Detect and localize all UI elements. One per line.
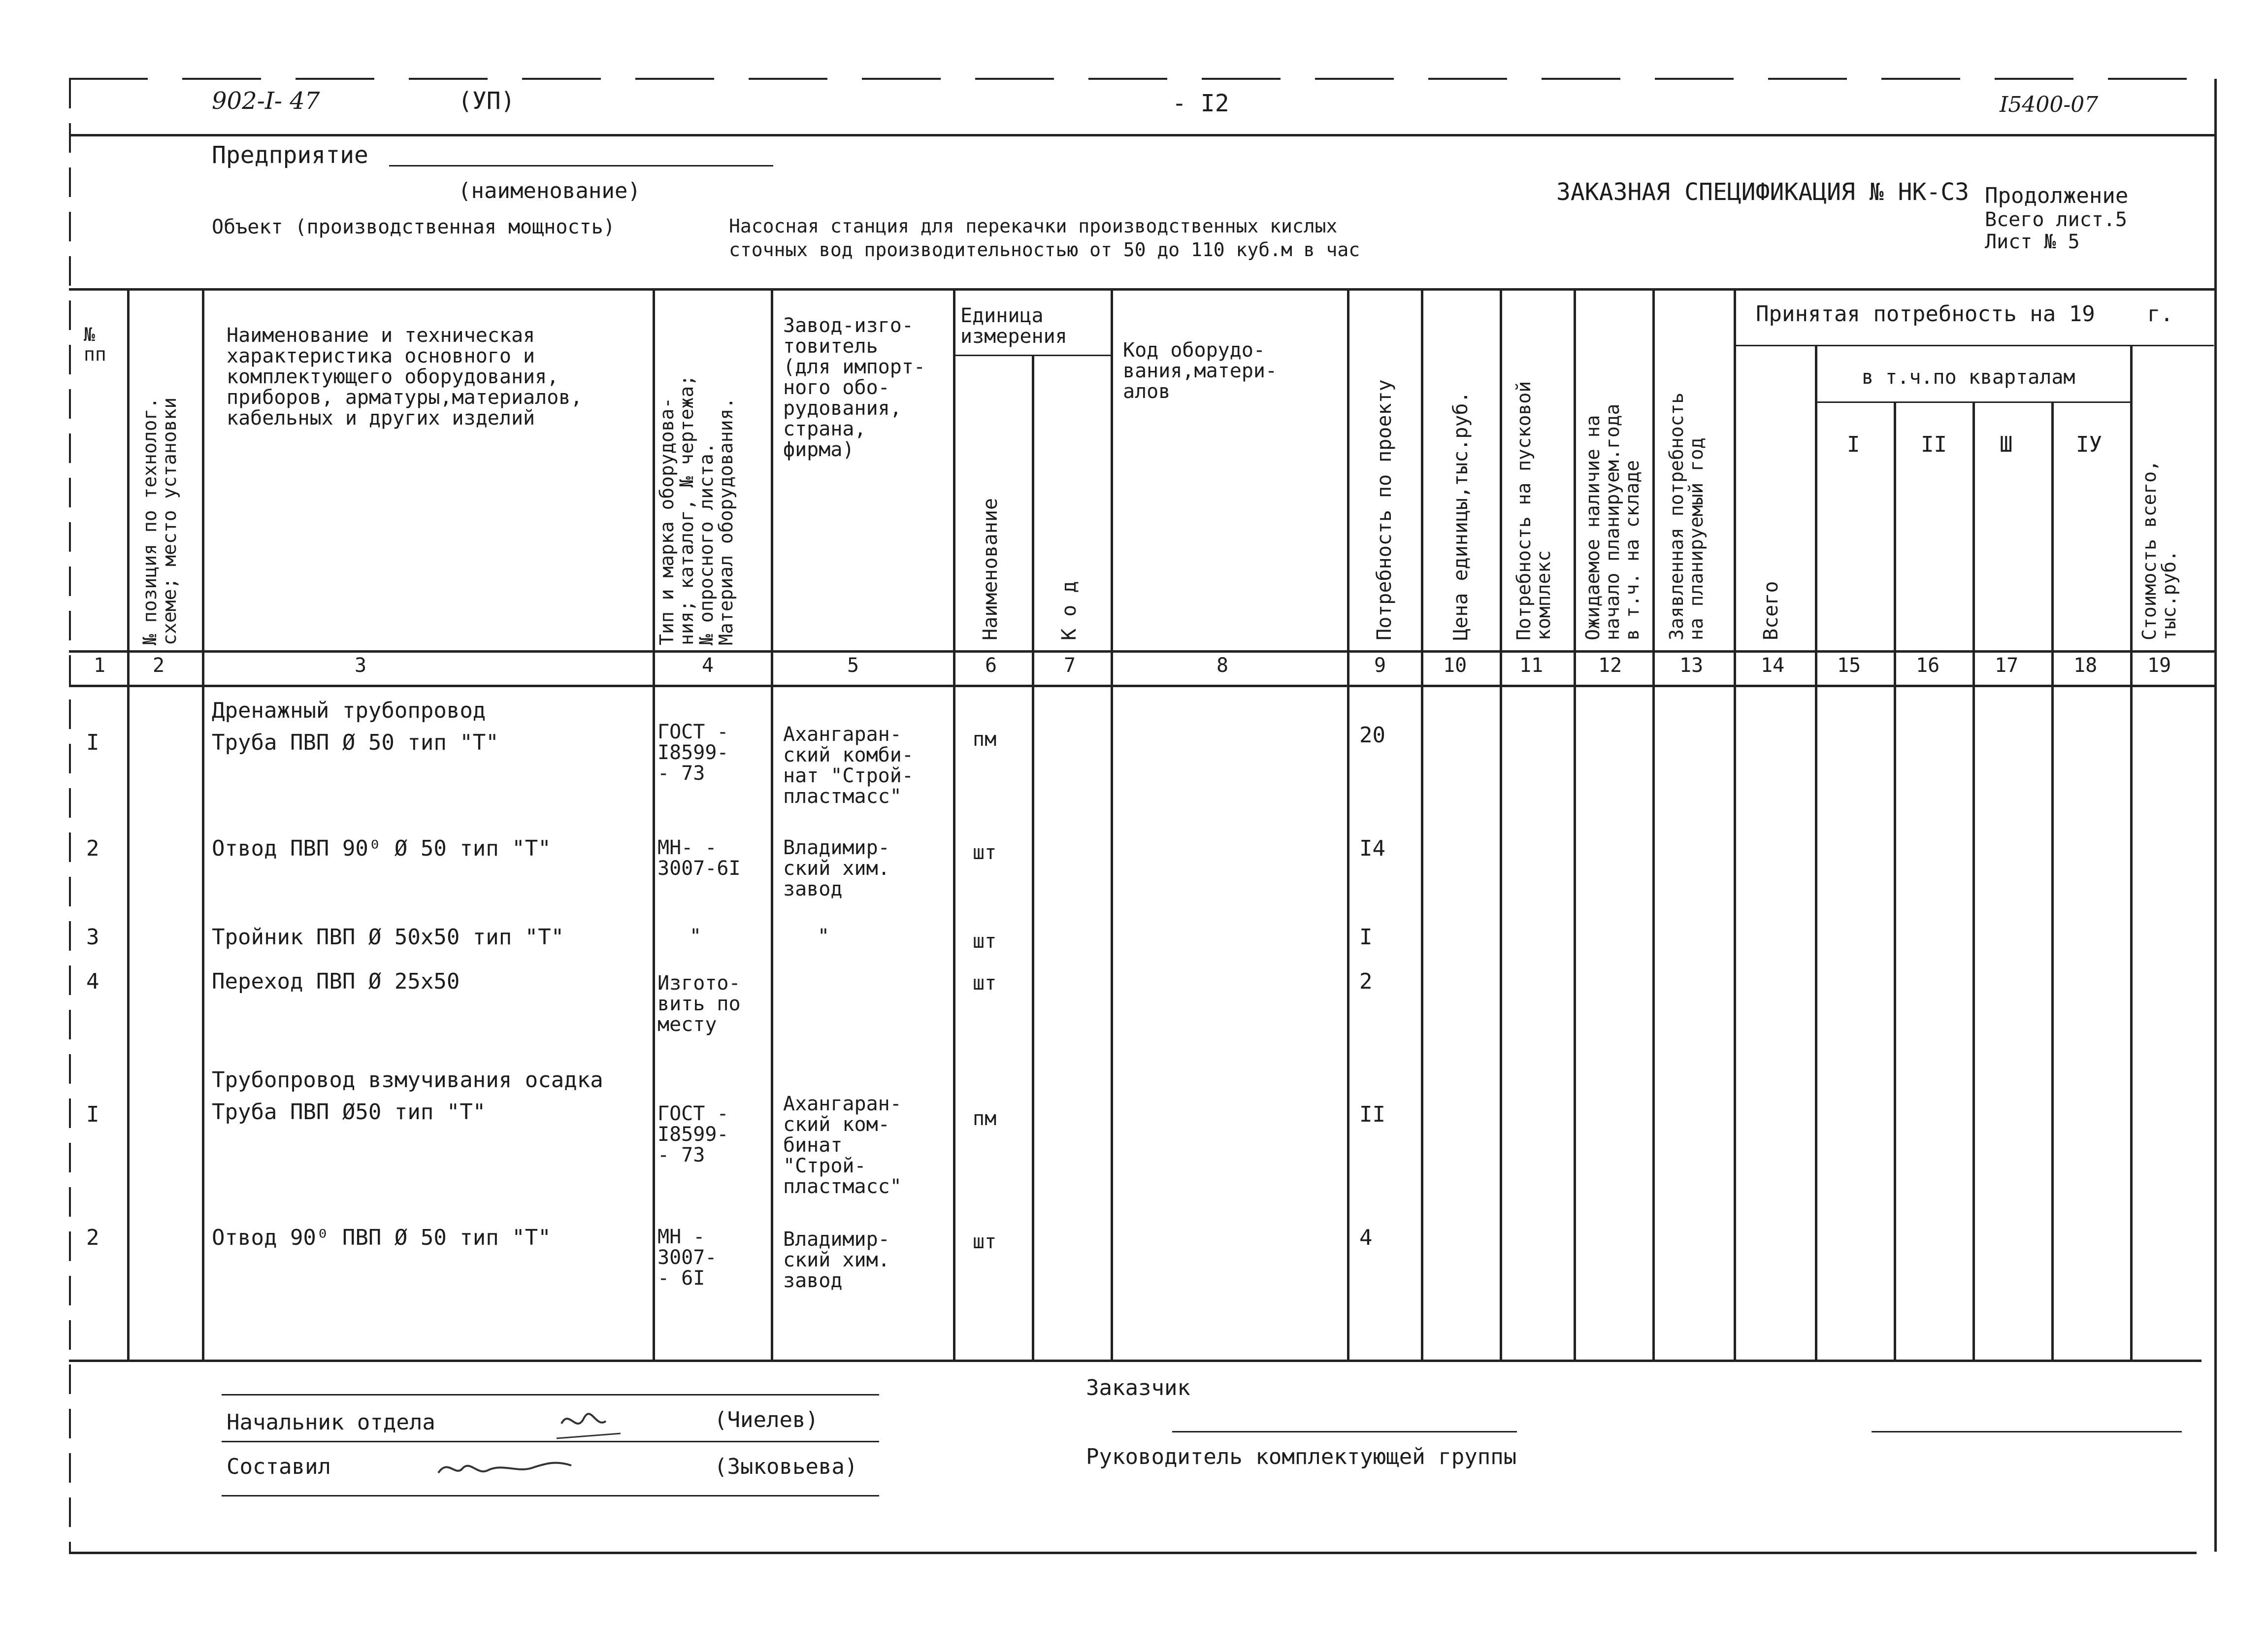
col-line-16 [1972,401,1975,1360]
col-number-8: 8 [1216,654,1229,677]
col-line-13 [1734,288,1736,1360]
compiled-signature [433,1451,581,1485]
col-line-9 [1421,288,1423,1360]
enterprise-underline [389,165,773,166]
col-header-12: Ожидаемое наличие на начало планируем.года в т.ч. на складе [1582,403,1643,640]
customer-underline-1 [1172,1431,1517,1432]
col-number-11: 11 [1519,654,1544,677]
row-6-type: ГОСТ - I8599- - 73 [657,1102,729,1166]
col-number-7: 7 [1064,654,1076,677]
customer-label: Заказчик [1086,1375,1190,1400]
quarter-3: Ш [2000,432,2013,457]
row-2-type: МН- - 3007-6I [657,836,741,880]
col-header-3: Наименование и техническая характеристика основного и комплектующего оборудования, приборов, арматуры,материалов, кабельных и других изделий [227,324,583,430]
row-1-name: Труба ПВП Ø 50 тип "Т" [212,730,499,755]
col-header-13: Заявленная потребность на планируемый год [1666,392,1707,640]
row-2-name: Отвод ПВП 90⁰ Ø 50 тип "Т" [212,836,551,861]
row-2-maker: Владимир- ский хим. завод [783,836,890,900]
col-number-1: 1 [94,654,106,677]
row-7-maker: Владимир- ский хим. завод [783,1228,890,1292]
col-number-13: 13 [1679,654,1704,677]
quarters-group-header: в т.ч.по кварталам [1862,366,2075,389]
col-line-1 [127,288,130,1360]
row-3-maker: " [818,925,830,948]
sheet-number: Лист № 5 [1985,231,2080,253]
left-border [69,79,71,1552]
unit-group-header: Единица измерения [960,304,1067,348]
col-header-1: № пп [84,324,106,365]
col-line-5 [953,288,955,1360]
compiled-underline [222,1495,879,1496]
section-heading-drainage: Дренажный трубопровод [212,698,486,723]
group-head-label: Руководитель комплектующей группы [1086,1444,1517,1469]
col-header-14: Всего [1760,581,1782,640]
object-line-1: Насосная станция для перекачки производственных кислых [729,215,1338,237]
row-4-type: Изгото- вить по месту [657,972,741,1036]
col-number-14: 14 [1761,654,1785,677]
col-number-2: 2 [153,654,165,677]
row-2-qty: I4 [1359,836,1385,861]
row-6-name: Труба ПВП Ø50 тип "Т" [212,1099,486,1125]
row-3-no: 3 [86,925,99,950]
compiled-by-name: (Зыковьева) [714,1454,858,1479]
row-7-no: 2 [86,1225,99,1250]
col-number-19: 19 [2147,654,2171,677]
col-header-8: Код оборудо- вания,матери- алов [1123,339,1278,403]
quarter-1: I [1847,432,1860,457]
col-line-18 [2130,345,2133,1360]
row-3-type: " [690,925,702,948]
object-line-2: сточных вод производительностью от 50 до 110 куб.м в час [729,239,1360,261]
col-number-9: 9 [1374,654,1386,677]
col-header-19: Стоимость всего, тыс.руб. [2138,460,2180,640]
continuation-label: Продолжение [1985,183,2129,208]
row-7-type: МН - 3007- - 6I [657,1226,717,1290]
col-line-10 [1500,288,1502,1360]
top-border [69,78,2216,80]
accepted-group-line [1736,345,2214,346]
page-number: - I2 [1172,90,1229,117]
bottom-border [69,1552,2197,1554]
album-code: (УП) [458,87,515,115]
row-6-qty: II [1359,1102,1385,1127]
right-border [2214,79,2217,1552]
row-2-unit: шт [973,841,997,864]
row-6-no: I [86,1102,99,1127]
col-line-11 [1574,288,1576,1360]
quarter-4: IУ [2076,432,2102,457]
table-bottom-line [69,1360,2202,1362]
col-line-14 [1815,345,1817,1360]
row-1-unit: пм [973,728,997,751]
row-2-no: 2 [86,836,99,861]
col-header-6: Наименование [979,498,1002,640]
row-7-name: Отвод 90⁰ ПВП Ø 50 тип "Т" [212,1225,551,1250]
row-4-unit: шт [973,972,997,995]
col-number-15: 15 [1837,654,1861,677]
col-number-3: 3 [355,654,367,677]
col-number-16: 16 [1916,654,1940,677]
row-4-qty: 2 [1359,969,1373,994]
accepted-group-header: Принятая потребность на 19 г. [1756,301,2173,327]
col-line-6 [1032,355,1034,1360]
row-3-qty: I [1359,925,1373,950]
row-6-unit: пм [973,1107,997,1130]
row-3-unit: шт [973,930,997,953]
col-line-3 [653,288,655,1360]
col-number-18: 18 [2073,654,2098,677]
section-heading-sludge: Трубопровод взмучивания осадка [212,1067,603,1093]
col-header-7: К о д [1058,581,1081,640]
col-header-9: Потребность по проекту [1373,379,1396,640]
col-number-5: 5 [847,654,859,677]
col-line-7 [1111,288,1113,1360]
col-line-4 [771,288,773,1360]
row-7-unit: шт [973,1230,997,1253]
col-line-12 [1652,288,1655,1360]
col-line-2 [202,288,204,1360]
col-header-5: Завод-изго- товитель (для импорт- ного обо- рудования, страна, фирма) [783,314,925,461]
footer-top-line [222,1394,879,1396]
total-sheets: Всего лист.5 [1985,208,2127,231]
name-label: (наименование) [458,178,641,203]
head-of-department-label: Начальник отдела [227,1410,435,1435]
row-1-maker: Ахангаран- ский комби- нат "Строй- пластмасс" [783,723,914,808]
compiled-by-label: Составил [227,1454,331,1479]
col-number-12: 12 [1598,654,1622,677]
spec-title: ЗАКАЗНАЯ СПЕЦИФИКАЦИЯ № НК-СЗ [1556,178,1970,206]
col-number-4: 4 [702,654,714,677]
header-divider [69,134,2216,136]
head-of-department-name: (Чиелев) [714,1407,819,1432]
archive-number: I5400-07 [2000,92,2099,117]
col-line-15 [1894,401,1896,1360]
quarter-2: II [1921,432,1947,457]
row-1-no: I [86,730,99,755]
col-number-17: 17 [1995,654,2019,677]
doc-code: 902-I- 47 [212,87,320,115]
row-6-maker: Ахангаран- ский ком- бинат "Строй- пластмасс" [783,1093,902,1198]
head-underline [222,1441,879,1442]
customer-underline-2 [1872,1431,2182,1432]
col-header-10: Цена единицы,тыс.руб. [1449,391,1472,640]
row-3-name: Тройник ПВП Ø 50х50 тип "Т" [212,925,564,950]
col-number-10: 10 [1443,654,1467,677]
col-header-11: Потребность на пусковой комплекс [1513,381,1554,640]
row-1-type: ГОСТ - I8599- - 73 [657,721,729,785]
head-signature [552,1404,630,1443]
col-header-4: Тип и марка оборудова- ния; каталог, № чертежа; № опросного листа. Материал оборудования. [656,374,737,645]
row-4-no: 4 [86,969,99,994]
row-1-qty: 20 [1359,723,1385,748]
col-number-6: 6 [985,654,997,677]
row-7-qty: 4 [1359,1225,1373,1250]
col-header-2: № позиция по технолог. схеме; место установки [139,397,180,645]
enterprise-label: Предприятие [212,141,368,169]
col-line-17 [2051,401,2054,1360]
col-line-8 [1347,288,1349,1360]
object-label: Объект (производственная мощность) [212,216,615,238]
row-4-name: Переход ПВП Ø 25х50 [212,969,460,994]
table-top-line [69,288,2216,291]
